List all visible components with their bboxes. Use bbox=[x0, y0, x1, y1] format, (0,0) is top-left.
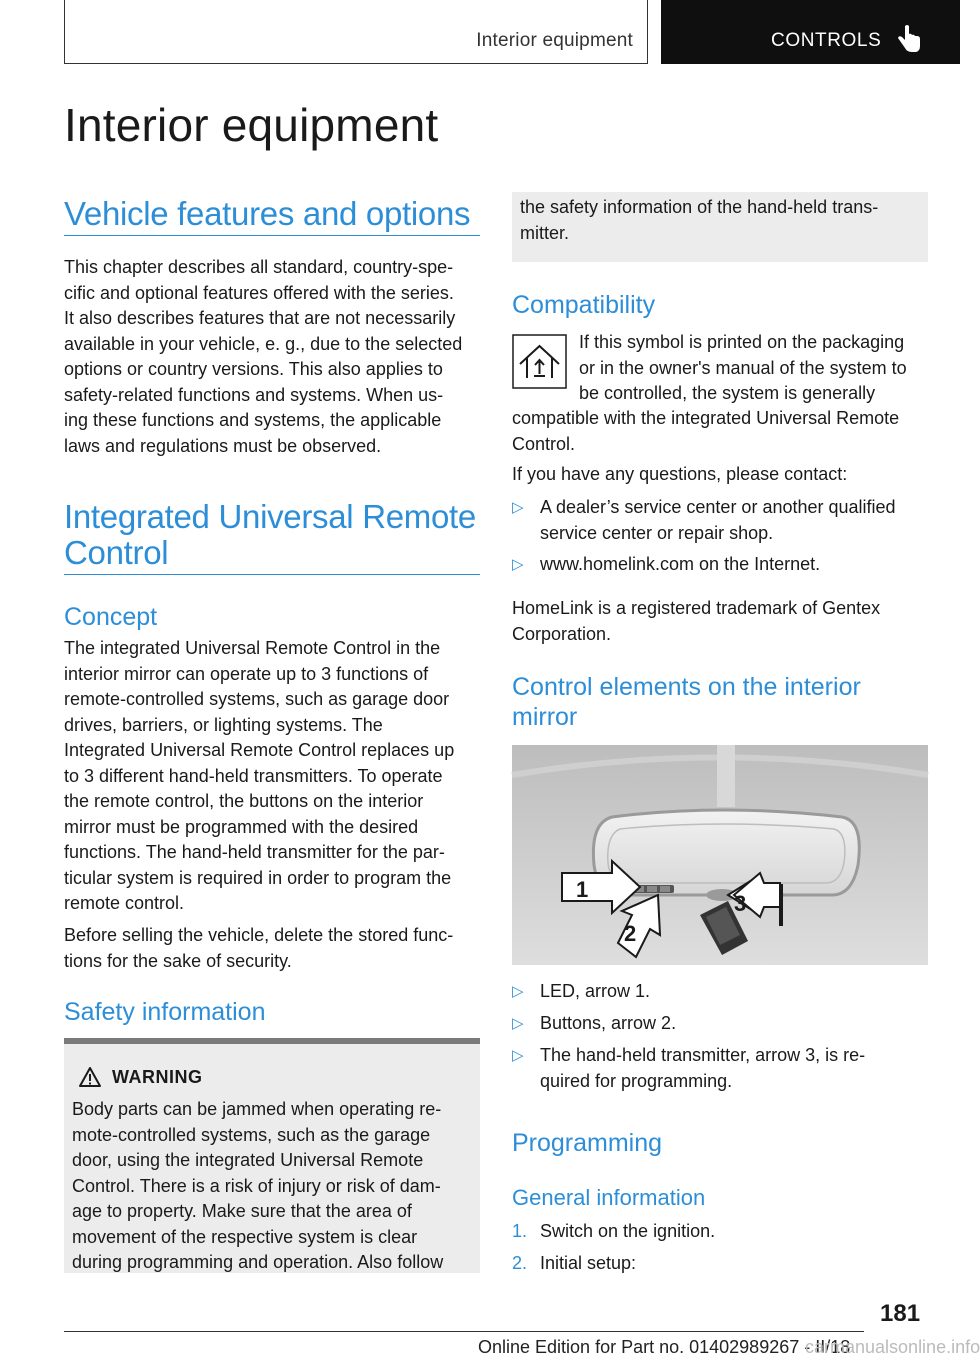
text-line: cific and optional features offered with the series. bbox=[64, 282, 454, 303]
link-homelink[interactable]: www.homelink.com on the Internet. bbox=[540, 554, 821, 574]
text-line: compatible with the integrated Universal Remote bbox=[512, 408, 900, 428]
text-line: Before selling the vehicle, delete the stored func‐ bbox=[64, 925, 454, 945]
warning-text bbox=[72, 1097, 476, 1276]
text-line: quired for programming. bbox=[540, 1070, 733, 1091]
step-number: 2. bbox=[512, 1253, 528, 1273]
text-line: Corporation. bbox=[512, 623, 612, 644]
heading-control-elements bbox=[512, 672, 861, 732]
heading-rule bbox=[64, 235, 480, 236]
text-line: Integrated Universal Remote Control replaces up bbox=[64, 740, 455, 760]
trademark-paragraph bbox=[512, 596, 932, 647]
text-line: the safety information of the hand-held trans‐ bbox=[520, 197, 879, 217]
text-line: safety-related functions and systems. When us‐ bbox=[64, 384, 444, 405]
mirror-illustration bbox=[512, 745, 928, 965]
concept-paragraph-2 bbox=[64, 923, 484, 974]
text-line: laws and regulations must be observed. bbox=[64, 435, 382, 456]
compatibility-paragraph-full bbox=[512, 406, 932, 457]
text-line: remote control. bbox=[64, 893, 185, 913]
bullet-arrow-icon: ▷ bbox=[512, 983, 524, 1000]
text-line: mitter. bbox=[520, 222, 570, 243]
text-line: It also describes features that are not necessarily bbox=[64, 308, 456, 328]
bullet-arrow-icon: ▷ bbox=[512, 499, 524, 516]
text-line: If this symbol is printed on the packaging bbox=[579, 332, 905, 352]
text-line: ticular system is required in order to program the bbox=[64, 867, 452, 888]
text-line: The integrated Universal Remote Control in the bbox=[64, 638, 441, 658]
step-number: 1. bbox=[512, 1221, 528, 1241]
warning-text-continued bbox=[520, 195, 924, 246]
text-line: available in your vehicle, e. g., due to the selected bbox=[64, 333, 463, 354]
vehicle-features-paragraph bbox=[64, 255, 484, 459]
arrow-label-2: 2 bbox=[624, 921, 637, 946]
heading-programming: Programming bbox=[512, 1129, 663, 1157]
text-line: or in the owner's manual of the system to bbox=[579, 357, 907, 378]
text-line: Control. There is a risk of injury or risk of dam‐ bbox=[72, 1175, 441, 1196]
heading-concept: Concept bbox=[64, 603, 158, 631]
text-line: during programming and operation. Also follow bbox=[72, 1252, 444, 1272]
pointing-hand-icon bbox=[896, 24, 922, 56]
text-line: Control. bbox=[512, 433, 576, 454]
contact-line: If you have any questions, please contact: bbox=[512, 464, 848, 484]
header-section-title: Interior equipment bbox=[476, 30, 633, 51]
heading-iurc-line: Integrated Universal Remote bbox=[64, 498, 476, 535]
footer-edition: Online Edition for Part no. 01402989267 - II/18 bbox=[478, 1337, 851, 1357]
text-line: A dealer’s service center or another qualified bbox=[540, 497, 896, 517]
text-line: ing these functions and systems, the applicable bbox=[64, 410, 442, 430]
text-line: to 3 different hand-held transmitters. To operate bbox=[64, 765, 443, 786]
heading-vehicle-features: Vehicle features and options bbox=[64, 195, 471, 232]
arrow-label-3: 3 bbox=[734, 891, 747, 916]
text-line: mirror must be programmed with the desired bbox=[64, 816, 419, 837]
text-line: This chapter describes all standard, country-spe‐ bbox=[64, 257, 454, 277]
heading-safety: Safety information bbox=[64, 998, 266, 1026]
house-arrow-icon bbox=[512, 334, 567, 389]
step-text: Initial setup: bbox=[540, 1253, 637, 1273]
heading-compatibility: Compatibility bbox=[512, 291, 656, 319]
heading-iurc-line: Control bbox=[64, 534, 169, 571]
text-line: service center or repair shop. bbox=[540, 522, 774, 543]
text-line: Body parts can be jammed when operating re‐ bbox=[72, 1099, 442, 1119]
concept-paragraph bbox=[64, 636, 484, 917]
heading-line: Control elements on the interior bbox=[512, 673, 861, 701]
text-line: mote-controlled systems, such as the garage bbox=[72, 1124, 431, 1145]
footer-rule bbox=[64, 1331, 864, 1332]
bullet-arrow-icon: ▷ bbox=[512, 1047, 524, 1064]
bullet-arrow-icon: ▷ bbox=[512, 556, 524, 573]
heading-general-information: General information bbox=[512, 1185, 706, 1210]
text-line: the remote control, the buttons on the interior bbox=[64, 791, 424, 811]
text-line: functions. The hand-held transmitter for the par‐ bbox=[64, 842, 445, 862]
page-number: 181 bbox=[880, 1300, 921, 1327]
heading-iurc bbox=[64, 499, 476, 571]
heading-line: mirror bbox=[512, 703, 578, 731]
header-chapter-title: CONTROLS bbox=[771, 30, 882, 51]
text-line: interior mirror can operate up to 3 functions of bbox=[64, 663, 429, 684]
bullet-arrow-icon: ▷ bbox=[512, 1015, 524, 1032]
text-line: be controlled, the system is generally bbox=[579, 383, 876, 403]
page-title: Interior equipment bbox=[64, 99, 439, 151]
text-line: The hand-held transmitter, arrow 3, is re‐ bbox=[540, 1045, 866, 1065]
heading-rule bbox=[64, 574, 480, 575]
step-text: Switch on the ignition. bbox=[540, 1221, 716, 1241]
text-line: movement of the respective system is clear bbox=[72, 1226, 418, 1247]
text-line: HomeLink is a registered trademark of Gentex bbox=[512, 598, 881, 618]
text-line: age to property. Make sure that the area of bbox=[72, 1201, 412, 1221]
text-line: remote-controlled systems, such as garage door bbox=[64, 689, 450, 709]
text-line: options or country versions. This also applies to bbox=[64, 359, 443, 379]
text-line: door, using the integrated Universal Remote bbox=[72, 1150, 424, 1170]
warning-label: WARNING bbox=[112, 1067, 203, 1087]
warning-triangle-icon bbox=[78, 1066, 102, 1088]
text-line: Buttons, arrow 2. bbox=[540, 1013, 677, 1033]
text-line: drives, barriers, or lighting systems. The bbox=[64, 714, 383, 735]
compatibility-paragraph-indented bbox=[579, 330, 931, 407]
header-section-box bbox=[64, 0, 648, 64]
arrow-label-1: 1 bbox=[576, 877, 589, 902]
header-chapter-box bbox=[661, 0, 960, 64]
text-line: tions for the sake of security. bbox=[64, 950, 292, 971]
footer-watermark: carmanualsonline.info bbox=[805, 1337, 980, 1357]
text-line: LED, arrow 1. bbox=[540, 981, 651, 1001]
